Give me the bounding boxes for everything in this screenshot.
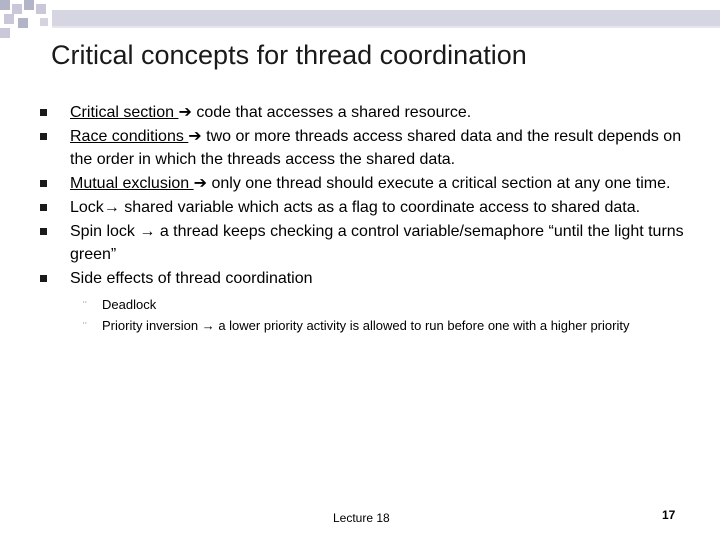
arrow-icon: → — [201, 318, 215, 333]
checkbox-bullet-icon: ¨ — [83, 300, 87, 312]
square-bullet-icon — [40, 109, 47, 116]
bullet-text: shared variable which acts as a flag to coordinate access to shared data. — [119, 199, 641, 216]
slide-title: Critical concepts for thread coordination — [51, 40, 527, 70]
decor-square — [0, 0, 10, 10]
arrow-icon: → — [139, 223, 156, 240]
square-bullet-icon — [40, 133, 47, 140]
bullet-term: Race conditions — [70, 128, 189, 145]
bullet-list — [40, 101, 690, 337]
bullet-text: Side effects of thread coordination — [70, 270, 313, 287]
bullet-item — [40, 196, 690, 219]
bullet-text: only one thread should execute a critical section at any one time. — [207, 175, 671, 192]
decor-square — [40, 18, 48, 26]
square-bullet-icon — [40, 228, 47, 235]
decor-square — [24, 0, 34, 10]
decor-square — [4, 14, 14, 24]
decor-square — [18, 18, 28, 28]
arrow-icon: ➔ — [193, 175, 208, 192]
sub-bullet-item — [70, 294, 690, 315]
square-bullet-icon — [40, 204, 47, 211]
decor-square — [12, 4, 22, 14]
bullet-item — [40, 172, 690, 195]
header-decoration — [0, 0, 720, 44]
square-bullet-icon — [40, 180, 47, 187]
square-bullet-icon — [40, 275, 47, 282]
bullet-term: Lock — [70, 199, 104, 216]
decor-bar — [52, 10, 720, 26]
bullet-text: a thread keeps checking a control variable/semaphore “until the light turns green” — [70, 223, 684, 263]
bullet-term: Spin lock — [70, 223, 140, 240]
bullet-text: two or more threads access shared data and the result depends on the order in which the threads access the shared data. — [70, 128, 682, 168]
bullet-item — [40, 267, 690, 336]
sub-bullet-text: a lower priority activity is allowed to run before one with a higher priority — [214, 318, 630, 333]
bullet-item — [40, 220, 690, 266]
bullet-item — [40, 101, 690, 124]
footer-label: Lecture 18 — [333, 511, 390, 525]
page-number: 17 — [662, 508, 676, 522]
arrow-icon: ➔ — [188, 128, 202, 145]
bullet-term: Mutual exclusion — [70, 175, 194, 192]
bullet-term: Critical section — [70, 104, 179, 121]
decor-square — [36, 4, 46, 14]
decor-square — [0, 28, 10, 38]
sub-bullet-text: Deadlock — [102, 297, 157, 312]
bullet-text: code that accesses a shared resource. — [191, 104, 472, 121]
sub-bullet-term: Priority inversion — [102, 318, 202, 333]
bullet-item — [40, 125, 690, 171]
sub-bullet-list — [70, 294, 690, 336]
decor-bar-shadow — [52, 26, 720, 28]
arrow-icon: → — [103, 199, 120, 216]
checkbox-bullet-icon: ¨ — [83, 321, 87, 333]
sub-bullet-item — [70, 315, 690, 336]
arrow-icon: ➔ — [178, 104, 192, 121]
